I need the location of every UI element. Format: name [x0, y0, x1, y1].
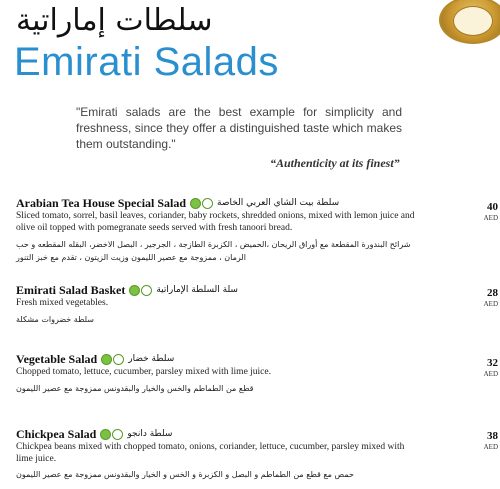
price-amount: 28 — [487, 287, 498, 299]
vegetarian-icon — [129, 285, 152, 296]
menu-item-name: Vegetable Salad — [16, 351, 98, 366]
vegetarian-icon — [100, 429, 123, 440]
intro-quote: "Emirati salads are the best example for simplicity and freshness, since they offer a distinguished taste which makes them outstanding." — [76, 105, 402, 151]
page-title: Emirati Salads — [14, 40, 279, 84]
menu-item-price — [468, 201, 498, 222]
menu-item-name-arabic: سلطة بيت الشاي العربي الخاصة — [217, 198, 340, 208]
intro-tagline: “Authenticity at its finest” — [270, 156, 400, 170]
price-amount: 38 — [487, 430, 498, 442]
menu-item-description: Fresh mixed vegetables. — [16, 298, 109, 308]
vegetarian-icon — [190, 198, 213, 209]
menu-item-description-arabic: قطع من الطماطم والخس والخيار والبقدونس ممزوجة مع عصير الليمون — [16, 384, 254, 393]
menu-item-name-arabic: سلطة خضار — [128, 354, 175, 364]
menu-item-name-arabic: سلة السلطة الإماراتية — [156, 285, 238, 295]
menu-item-description-arabic: شرائح البندورة المقطعة مع أوراق الريحان ،الحميض ، الكزبرة الطازجة ، الجرجير ، البصل الاخضر، البقله المقطعه و حب الرمان ، ممزوجة مع عصير الليمون وزيت الزيتون ، تقدم مع خبز التنور — [16, 240, 411, 262]
menu-item-description-arabic: سلطة خضروات مشكلة — [16, 315, 94, 324]
restaurant-emblem-icon — [439, 0, 500, 44]
vegetarian-icon — [101, 354, 124, 365]
menu-item-description: Chickpea beans mixed with chopped tomato, onions, coriander, lettuce, cucumber, parsley mixed with lime juice. — [16, 442, 405, 464]
menu-item-name: Emirati Salad Basket — [16, 282, 126, 297]
menu-item-name: Arabian Tea House Special Salad — [16, 195, 187, 210]
menu-item-price — [468, 430, 498, 451]
menu-item — [16, 283, 468, 326]
menu-item-description-arabic: حمص مع قطع من الطماطم و البصل و الكزبرة و الخس و الخيار والبقدونس ممزوجة مع عصير الليمون — [16, 470, 354, 479]
menu-item-description: Sliced tomato, sorrel, basil leaves, coriander, baby rockets, shredded onions, mixed with lemon juice and olive oil topped with pomegranate seeds served with fresh tanoori bread. — [16, 211, 415, 233]
menu-item-price — [468, 357, 498, 378]
menu-item-description: Chopped tomato, lettuce, cucumber, parsley mixed with lime juice. — [16, 367, 271, 377]
price-currency: AED — [483, 300, 498, 308]
page-title-arabic: سلطات إماراتية — [16, 3, 213, 38]
price-currency: AED — [483, 370, 498, 378]
price-amount: 40 — [487, 201, 498, 213]
price-amount: 32 — [487, 357, 498, 369]
menu-item — [16, 427, 468, 481]
menu-item — [16, 352, 468, 395]
menu-item-name-arabic: سلطة دانجو — [127, 429, 173, 439]
menu-item-name: Chickpea Salad — [16, 426, 97, 441]
price-currency: AED — [483, 214, 498, 222]
price-currency: AED — [483, 443, 498, 451]
menu-item — [16, 196, 468, 264]
menu-item-price — [468, 287, 498, 308]
